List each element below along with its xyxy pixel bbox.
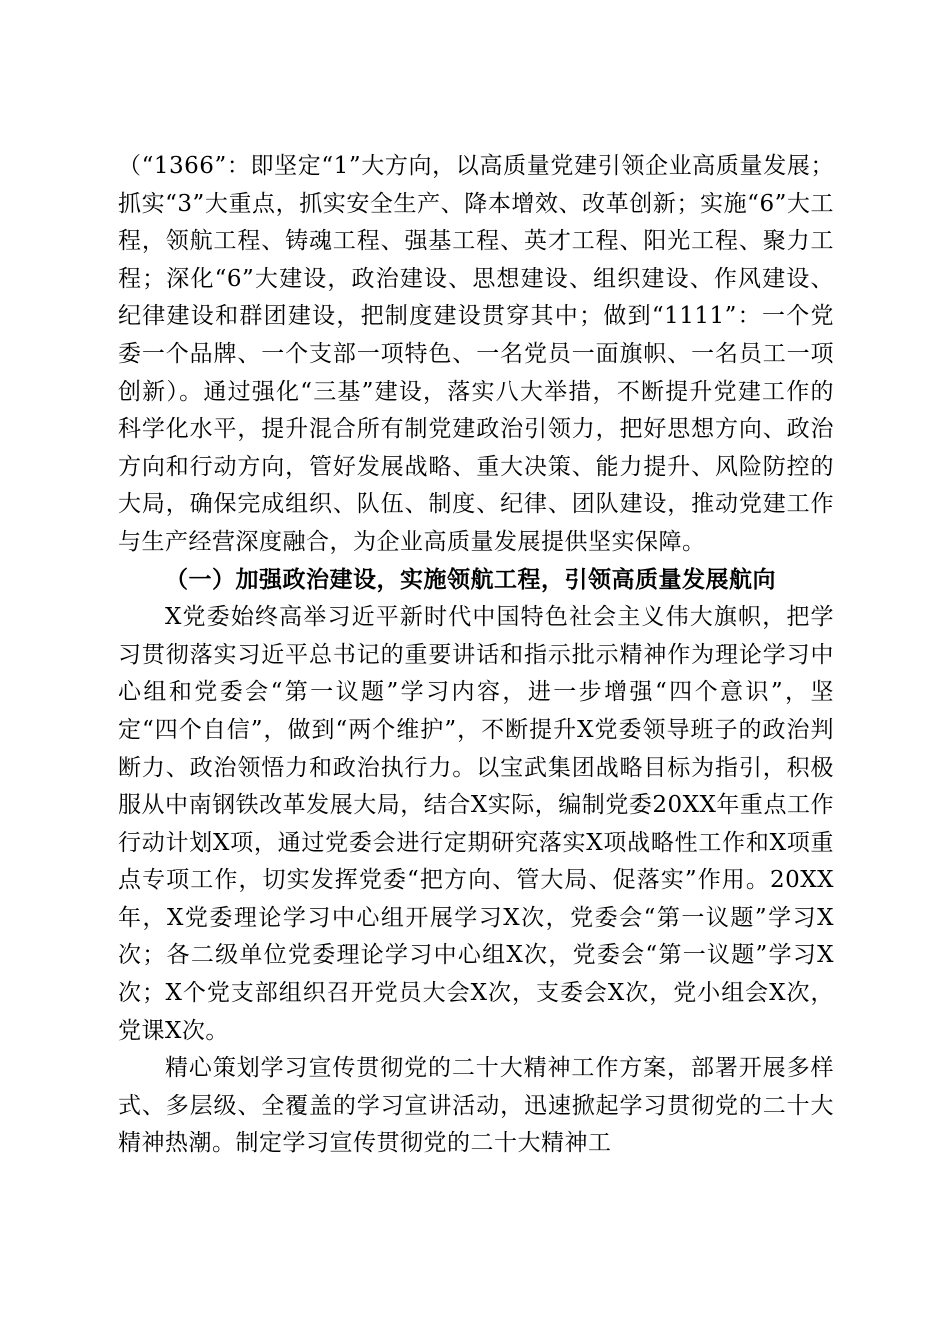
- document-body: [118, 148, 834, 1163]
- intro-paragraph: （“1366”：即坚定“1”大方向，以高质量党建引领企业高质量发展；抓实“3”大重点，抓实安全生产、降本增效、改革创新；实施“6”大工程，领航工程、铸魂工程、强基工程、英才工程、阳光工程、聚力工程；深化“6”大建设，政治建设、思想建设、组织建设、作风建设、纪律建设和群团建设，把制度建设贯穿其中；做到“1111”：一个党委一个品牌、一个支部一项特色、一名党员一面旗帜、一名员工一项创新）。通过强化“三基”建设，落实八大举措，不断提升党建工作的科学化水平，提升混合所有制党建政治引领力，把好思想方向、政治方向和行动方向，管好发展战略、重大决策、能力提升、风险防控的大局，确保完成组织、队伍、制度、纪律、团队建设，推动党建工作与生产经营深度融合，为企业高质量发展提供坚实保障。: [118, 153, 834, 555]
- section-heading: （一）加强政治建设，实施领航工程，引领高质量发展航向: [165, 566, 776, 593]
- body-paragraph-political-building: X党委始终高举习近平新时代中国特色社会主义伟大旗帜，把学习贯彻落实习近平总书记的重要讲话和指示批示精神作为理论学习中心组和党委会“第一议题”学习内容，进一步增强“四个意识”，坚定“四个自信”，做到“两个维护”，不断提升X党委领导班子的政治判断力、政治领悟力和政治执行力。以宝武集团战略目标为指引，积极服从中南钢铁改革发展大局，结合X实际，编制党委20XX年重点工作行动计划X项，通过党委会进行定期研究落实X项战略性工作和X项重点专项工作，切实发挥党委“把方向、管大局、促落实”作用。20XX年，X党委理论学习中心组开展学习X次，党委会“第一议题”学习X次；各二级单位党委理论学习中心组X次，党委会“第一议题”学习X次；X个党支部组织召开党员大会X次，支委会X次，党小组会X次，党课X次。: [118, 604, 834, 1044]
- body-paragraph-twentieth-congress: 精心策划学习宣传贯彻党的二十大精神工作方案，部署开展多样式、多层级、全覆盖的学习宣讲活动，迅速掀起学习贯彻党的二十大精神热潮。制定学习宣传贯彻党的二十大精神工: [118, 1055, 834, 1157]
